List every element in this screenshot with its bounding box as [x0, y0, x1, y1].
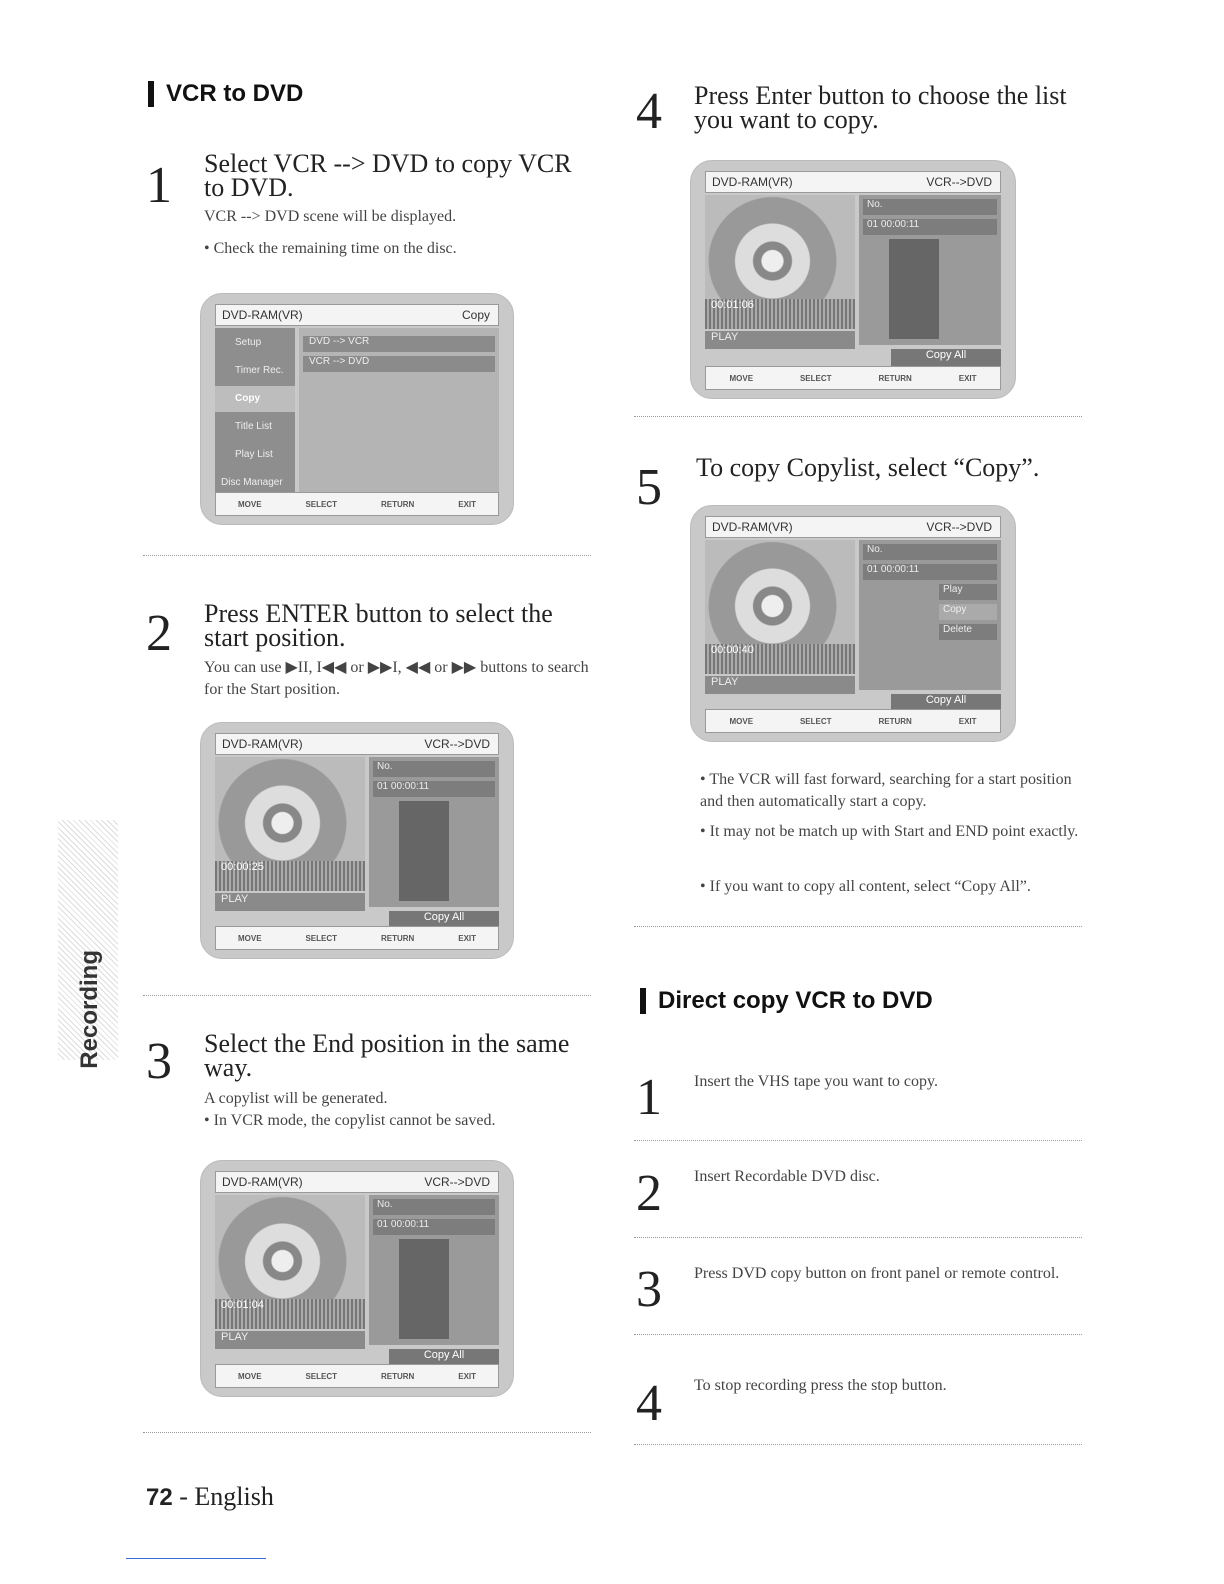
step-text: Insert the VHS tape you want to copy. — [694, 1073, 938, 1090]
step-text: To stop recording press the stop button. — [694, 1377, 947, 1394]
step-text: A copylist will be generated. — [204, 1090, 388, 1107]
osd-menu-item: Title List — [235, 421, 272, 432]
osd-foot-exit: EXIT — [958, 716, 977, 726]
osd-foot-select: SELECT — [305, 1371, 338, 1381]
osd-footer — [705, 709, 1001, 733]
section-title-direct-copy — [640, 987, 933, 1015]
osd-foot-move: MOVE — [237, 933, 262, 943]
osd-foot-move: MOVE — [237, 499, 262, 509]
footer-language: English — [194, 1482, 274, 1511]
video-preview-image — [215, 1195, 365, 1315]
step-number: 4 — [636, 83, 662, 140]
osd-submenu-row: VCR --> DVD — [303, 356, 495, 372]
step-bullet: • Check the remaining time on the disc. — [204, 238, 457, 260]
osd-header — [215, 304, 499, 326]
video-preview-image — [215, 757, 365, 877]
copy-list — [369, 757, 499, 907]
osd-foot-move: MOVE — [237, 1371, 262, 1381]
divider — [634, 1444, 1082, 1445]
osd-foot-select: SELECT — [305, 933, 338, 943]
time-readout: 00:00:25 — [215, 861, 365, 891]
section-title-text: Direct copy VCR to DVD — [658, 987, 933, 1014]
osd-foot-return: RETURN — [380, 933, 415, 943]
osd-menu-item: Disc Manager — [221, 477, 283, 488]
osd-footer — [215, 1364, 499, 1388]
step-title: Press ENTER button to select the start position. — [204, 599, 553, 652]
play-status: PLAY — [215, 1331, 365, 1349]
step-number: 3 — [146, 1033, 172, 1090]
copy-list — [859, 540, 1001, 690]
osd-foot-exit: EXIT — [958, 373, 977, 383]
step-number: 1 — [636, 1069, 662, 1126]
section-title-text: VCR to DVD — [166, 80, 304, 107]
osd-foot-return: RETURN — [878, 373, 912, 383]
side-tab-label: Recording — [76, 950, 103, 1069]
osd-menu-item: Timer Rec. — [235, 365, 284, 376]
page-footer — [146, 1482, 274, 1512]
list-row: 01 00:00:11 — [373, 781, 495, 797]
time-readout: 00:00:40 — [705, 644, 855, 674]
copy-all-button: Copy All — [389, 1349, 499, 1367]
list-row: 01 00:00:11 — [373, 1219, 495, 1235]
step-bullet: • The VCR will fast forward, searching for a start position and then automatically start a copy. — [700, 769, 1080, 813]
divider — [143, 555, 591, 556]
step-title: Select the End position in the same way. — [204, 1029, 570, 1082]
osd-disc-label: DVD-RAM(VR) — [712, 520, 793, 534]
divider — [634, 1334, 1082, 1335]
osd-mode-label: VCR-->DVD — [424, 1175, 490, 1189]
divider — [143, 1432, 591, 1433]
osd-foot-move: MOVE — [729, 716, 754, 726]
osd-foot-return: RETURN — [380, 499, 415, 509]
step-number: 1 — [146, 157, 172, 214]
osd-mode-label: VCR-->DVD — [926, 520, 992, 534]
copy-all-button: Copy All — [891, 694, 1001, 712]
osd-footer — [215, 926, 499, 950]
step-bullet: • In VCR mode, the copylist cannot be saved. — [204, 1110, 495, 1132]
osd-disc-label: DVD-RAM(VR) — [222, 308, 303, 322]
divider — [143, 995, 591, 996]
step-title: Select VCR --> DVD to copy VCR to DVD. — [204, 149, 572, 202]
play-status: PLAY — [215, 893, 365, 911]
list-row: 01 00:00:11 — [863, 564, 997, 580]
step-number: 4 — [636, 1375, 662, 1432]
osd-foot-exit: EXIT — [458, 933, 477, 943]
osd-disc-label: DVD-RAM(VR) — [222, 1175, 303, 1189]
osd-foot-exit: EXIT — [458, 1371, 477, 1381]
osd-header — [215, 1171, 499, 1193]
list-row: 01 00:00:11 — [863, 219, 997, 235]
osd-submenu-row: DVD --> VCR — [303, 336, 495, 352]
time-readout: 00:01:04 — [215, 1299, 365, 1329]
step-number: 5 — [636, 459, 662, 516]
list-header: No. — [863, 544, 997, 560]
divider — [634, 416, 1082, 417]
osd-foot-return: RETURN — [878, 716, 912, 726]
list-column — [399, 1239, 449, 1339]
play-status: PLAY — [705, 676, 855, 694]
step-number: 3 — [636, 1261, 662, 1318]
step-number: 2 — [146, 605, 172, 662]
step-title: Press Enter button to choose the list you want to copy. — [694, 81, 1067, 134]
osd-menu-item: Setup — [235, 337, 262, 348]
footer-line — [126, 1558, 266, 1559]
osd-header — [215, 733, 499, 755]
section-bar — [640, 988, 646, 1014]
page-number: 72 — [146, 1484, 173, 1511]
osd-submenu — [299, 328, 499, 498]
video-preview-image — [705, 540, 855, 660]
step-title: To copy Copylist, select “Copy”. — [696, 453, 1040, 482]
section-title-vcr-to-dvd — [148, 80, 303, 108]
popup-copy: Copy — [939, 604, 997, 620]
osd-screen-copy-menu — [200, 293, 514, 525]
osd-foot-select: SELECT — [799, 716, 832, 726]
popup-play: Play — [939, 584, 997, 600]
copy-list — [859, 195, 1001, 345]
step-text: Press DVD copy button on front panel or remote control. — [694, 1265, 1060, 1282]
osd-screen-end-position — [200, 1160, 514, 1397]
osd-foot-return: RETURN — [380, 1371, 415, 1381]
osd-mode-label: VCR-->DVD — [424, 737, 490, 751]
footer-separator: - — [172, 1482, 195, 1511]
osd-footer — [215, 492, 499, 516]
osd-menu-item-selected: Copy — [215, 386, 295, 412]
list-header: No. — [373, 761, 495, 777]
list-column — [889, 239, 939, 339]
step-text: VCR --> DVD scene will be displayed. — [204, 208, 457, 225]
osd-header — [705, 516, 1001, 538]
time-readout: 00:01:06 — [705, 299, 855, 329]
side-tab-recording — [58, 820, 118, 1069]
step-number: 2 — [636, 1165, 662, 1222]
play-status: PLAY — [705, 331, 855, 349]
osd-footer — [705, 366, 1001, 390]
osd-screen-start-position — [200, 722, 514, 959]
copy-list — [369, 1195, 499, 1345]
step-bullet: • It may not be match up with Start and END point exactly. — [700, 821, 1080, 843]
list-column — [399, 801, 449, 901]
copy-all-button: Copy All — [389, 911, 499, 929]
video-preview-image — [705, 195, 855, 315]
popup-delete: Delete — [939, 624, 997, 640]
osd-foot-select: SELECT — [799, 373, 832, 383]
list-header: No. — [863, 199, 997, 215]
step-text: You can use ▶II, I◀◀ or ▶▶I, ◀◀ or ▶▶ buttons to search for the Start position. — [204, 659, 589, 698]
copy-all-button: Copy All — [891, 349, 1001, 367]
section-bar — [148, 81, 154, 107]
step-text: Insert Recordable DVD disc. — [694, 1168, 880, 1185]
osd-mode-label: VCR-->DVD — [926, 175, 992, 189]
osd-menu-list — [215, 328, 295, 498]
osd-header — [705, 171, 1001, 193]
divider — [634, 926, 1082, 927]
osd-mode-label: Copy — [461, 308, 490, 322]
osd-menu-item: Play List — [235, 449, 273, 460]
list-header: No. — [373, 1199, 495, 1215]
step-bullet: • If you want to copy all content, select “Copy All”. — [700, 876, 1080, 898]
divider — [634, 1237, 1082, 1238]
osd-disc-label: DVD-RAM(VR) — [712, 175, 793, 189]
osd-screen-choose-list — [690, 160, 1016, 399]
divider — [634, 1140, 1082, 1141]
osd-screen-copy-option — [690, 505, 1016, 742]
osd-disc-label: DVD-RAM(VR) — [222, 737, 303, 751]
osd-foot-move: MOVE — [729, 373, 754, 383]
osd-foot-select: SELECT — [305, 499, 338, 509]
osd-foot-exit: EXIT — [458, 499, 477, 509]
